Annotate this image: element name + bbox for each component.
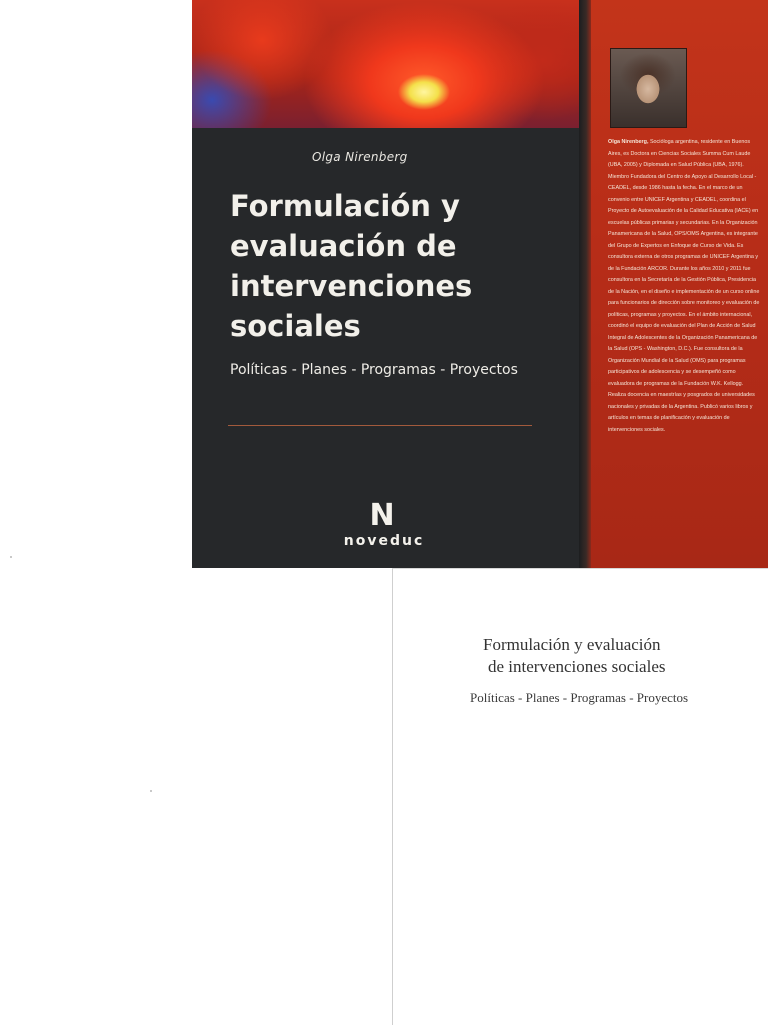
bio-name: Olga Nirenberg,: [608, 139, 649, 145]
book-spine: [579, 0, 591, 568]
publisher-logo: N: [369, 498, 395, 533]
title-page-line1: Formulación y evaluación: [483, 635, 661, 654]
front-cover: [192, 0, 589, 568]
cover-title-line: Formulación y: [230, 189, 460, 223]
scan-speck: [10, 556, 12, 558]
scan-speck: [150, 790, 152, 792]
title-page-line2: de intervenciones sociales: [488, 657, 666, 676]
cover-artwork: [192, 0, 589, 128]
cover-title-line: intervenciones: [230, 269, 473, 303]
cover-title-line: sociales: [230, 309, 361, 343]
title-page-title: [483, 634, 713, 678]
cover-title: [230, 186, 580, 346]
title-page-subtitle: Políticas - Planes - Programas - Proyectos: [470, 690, 689, 705]
cover-subtitle: Políticas - Planes - Programas - Proyectos: [230, 362, 518, 378]
cover-title-line: evaluación de: [230, 229, 457, 263]
publisher-name: noveduc: [343, 533, 425, 549]
author-photo: [610, 48, 687, 128]
cover-divider: [228, 425, 532, 426]
bio-text: Socióloga argentina, residente en Buenos Aires, es Doctora en Ciencias Sociales Summa Cum Laude (UBA, 2005) y Diplomada en Salud Pública (UBA, 1976). Miembro Fundadora del Centro de Apoyo al Desarrollo Local - CEADEL, desde 1986 hasta la fecha. En el marco de un convenio entre UNICEF Argentina y CEADEL, coordina el Proyecto de Autoevaluación de la Calidad Educativa (IACE) en escuelas públicas primarias y secundarias. En la Organización Panamericana de la Salud, OPS/OMS Argentina, es integrante del Grupo de Expertos en Enfoque de Curso de Vida. Es consultora externa de otros programas de UNICEF Argentina y de la Fundación ARCOR. Durante los años 2010 y 2011 fue consultora en la Secretaría de la Gestión Pública, Presidencia de la Nación, en el diseño e implementación de un curso online para funcionarios de dirección sobre monitoreo y evaluación de políticas, programas y proyectos. En el ámbito internacional, coordinó el equipo de evaluación del Plan de Acción de Salud Integral de Adolescentes de la Organización Panamericana de la Salud (OPS - Washington, D.C.). Fue consultora de la Organización Mundial de la Salud (OMS) para programas participativos de adolescencia y se desempeñó como evaluadora de programas de la Fundación W.K. Kellogg. Realiza docencia en maestrías y posgrados de universidades nacionales y privadas de la Argentina. Publicó varios libros y artículos en temas de planificación y evaluación de intervenciones sociales.: [608, 139, 760, 433]
author-bio: [608, 137, 760, 436]
cover-author: Olga Nirenberg: [312, 150, 408, 164]
